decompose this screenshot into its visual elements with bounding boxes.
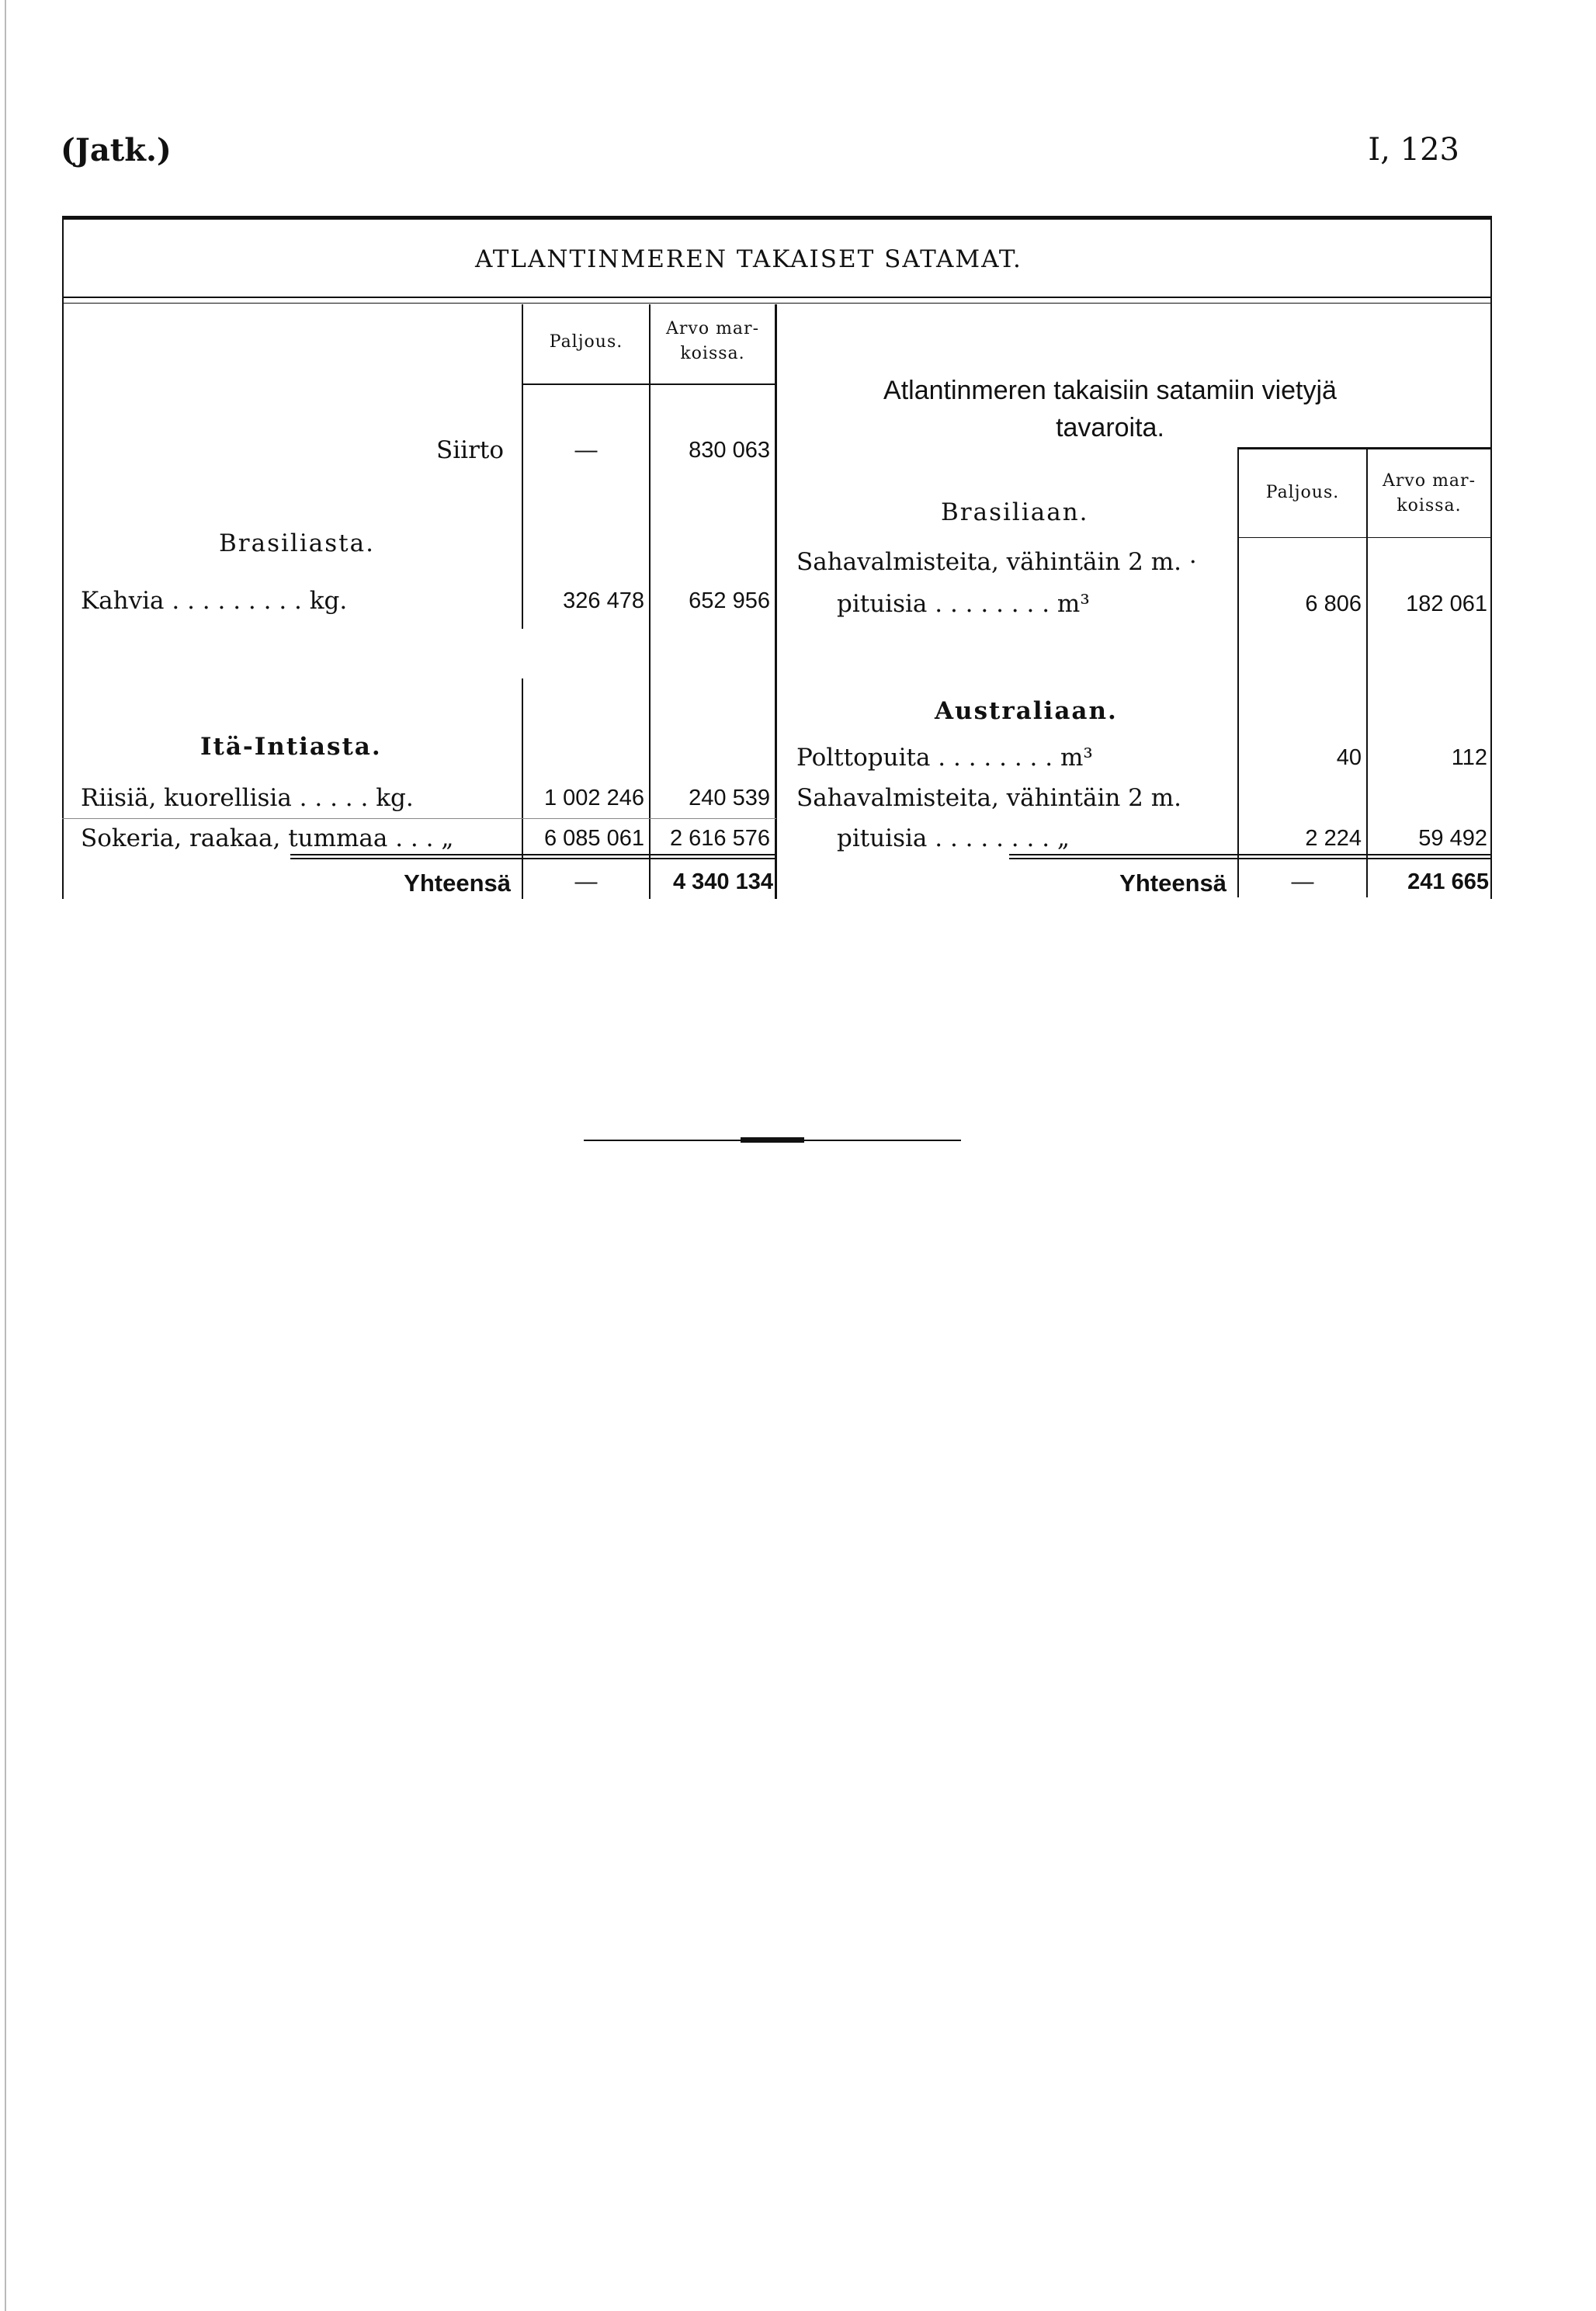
row-value: 240 539 (689, 786, 770, 810)
row-label: Kahvia . . . . . . . . . kg. (81, 587, 348, 615)
section-title: ATLANTINMEREN TAKAISET SATAMAT. (475, 245, 1022, 273)
total-rule-double (1009, 858, 1492, 859)
right-col-quantity-header: Paljous. (1265, 483, 1340, 502)
title-rule (62, 297, 1492, 298)
total-quantity: — (1291, 869, 1314, 894)
total-label: Yhteensä (404, 869, 511, 897)
row-label-line2: pituisia . . . . . . . . m³ (837, 590, 1090, 618)
group-heading: Brasiliasta. (219, 529, 375, 557)
left-col-gap (522, 629, 523, 678)
row-rule (62, 818, 776, 819)
row-value: 2 616 576 (669, 826, 770, 851)
row-label: Sokeria, raakaa, tummaa . . . „ (81, 824, 454, 852)
continuation-label: (Jatk.) (61, 132, 172, 168)
total-value: 241 665 (1407, 869, 1489, 894)
title-rule-thin (62, 303, 1492, 304)
row-value: 182 061 (1406, 592, 1487, 616)
row-value: 652 956 (689, 588, 770, 613)
frame-left (62, 216, 64, 899)
carry-quantity: — (574, 438, 598, 463)
carry-label: Siirto (436, 436, 505, 464)
row-value: 59 492 (1418, 826, 1487, 851)
row-quantity: 1 002 246 (543, 786, 644, 810)
right-header-rule (1237, 537, 1492, 538)
left-col-quantity-header: Paljous. (549, 332, 623, 352)
end-rule-center (741, 1137, 804, 1143)
row-quantity: 2 224 (1305, 826, 1362, 851)
left-col-value-header: Arvo mar- koissa. (666, 319, 759, 363)
total-rule (1009, 854, 1492, 855)
total-value: 4 340 134 (672, 869, 773, 894)
row-quantity: 326 478 (563, 588, 644, 613)
right-col-value-header: Arvo mar- koissa. (1383, 471, 1476, 515)
top-rule (62, 216, 1492, 220)
total-rule (290, 854, 776, 855)
right-title-line1: Atlantinmeren takaisiin satamiin vietyjä (883, 376, 1337, 405)
row-label: Riisiä, kuorellisia . . . . . kg. (81, 784, 414, 812)
right-header-top-rule (1237, 447, 1492, 449)
row-value: 112 (1451, 745, 1487, 770)
page-edge (5, 0, 6, 2311)
total-label: Yhteensä (1119, 869, 1226, 897)
row-quantity: 40 (1336, 745, 1362, 770)
total-quantity: — (574, 869, 598, 894)
row-quantity: 6 806 (1305, 592, 1362, 616)
left-col-line-3 (775, 304, 777, 899)
row-label-line1: Sahavalmisteita, vähintäin 2 m. · (796, 548, 1197, 576)
group-heading: Australiaan. (935, 697, 1118, 725)
group-heading: Itä-Intiasta. (200, 733, 382, 761)
row-label-line1: Sahavalmisteita, vähintäin 2 m. (796, 784, 1181, 812)
left-header-rule (522, 383, 776, 385)
row-label-line2: pituisia . . . . . . . . „ (837, 824, 1070, 852)
row-quantity: 6 085 061 (543, 826, 644, 851)
right-title-line2: tavaroita. (1056, 413, 1164, 442)
total-rule-double (290, 858, 776, 859)
page-number: I, 123 (1368, 132, 1459, 168)
row-label-line1: Polttopuita . . . . . . . . m³ (796, 744, 1093, 772)
frame-right (1490, 216, 1492, 899)
group-heading: Brasiliaan. (941, 498, 1089, 526)
carry-value: 830 063 (689, 438, 770, 463)
